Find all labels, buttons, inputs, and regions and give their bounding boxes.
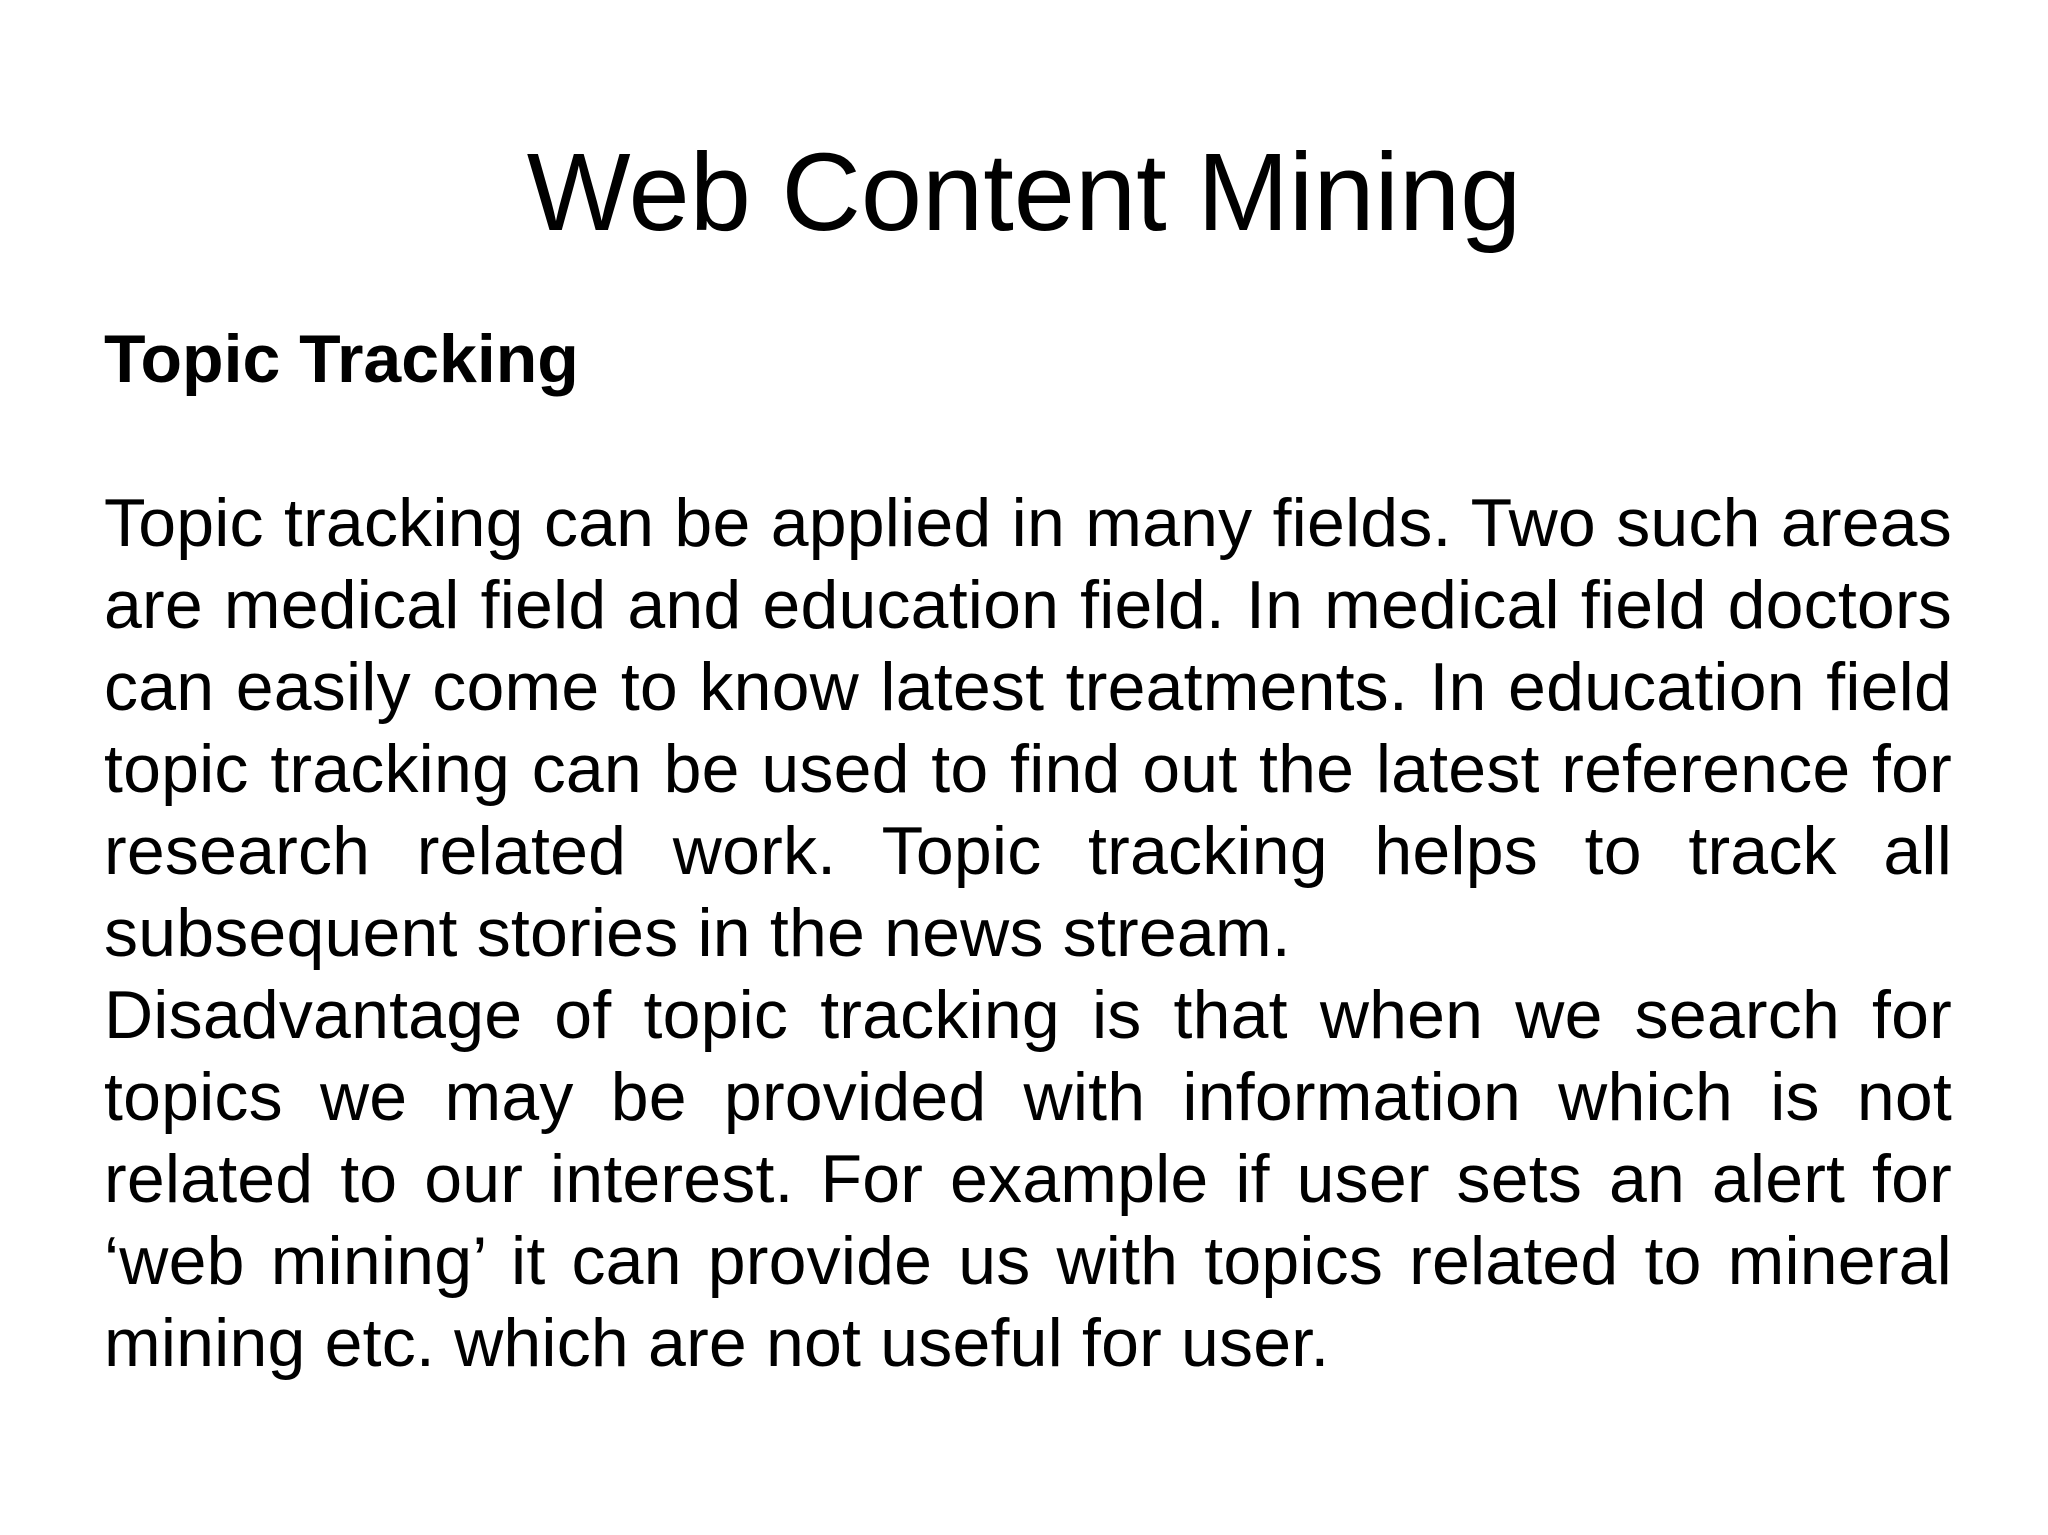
slide-content [104,318,1952,1384]
paragraph-topic-tracking-disadvantage: Disadvantage of topic tracking is that when we search for topics we may be provided with information which is not related to our interest. For example if user sets an alert for ‘web mining’ it can provide us with topics related to mineral mining etc. which are not useful for user. [104,977,1952,1381]
slide-title: Web Content Mining [526,131,1522,254]
spacer [104,400,1952,482]
section-heading: Topic Tracking [104,321,579,397]
paragraph-topic-tracking-uses: Topic tracking can be applied in many fields. Two such areas are medical field and education field. In medical field doctors can easily come to know latest treatments. In education field topic tracking can be used to find out the latest reference for research related work. Topic tracking helps to track all subsequent stories in the news stream. [104,485,1952,971]
